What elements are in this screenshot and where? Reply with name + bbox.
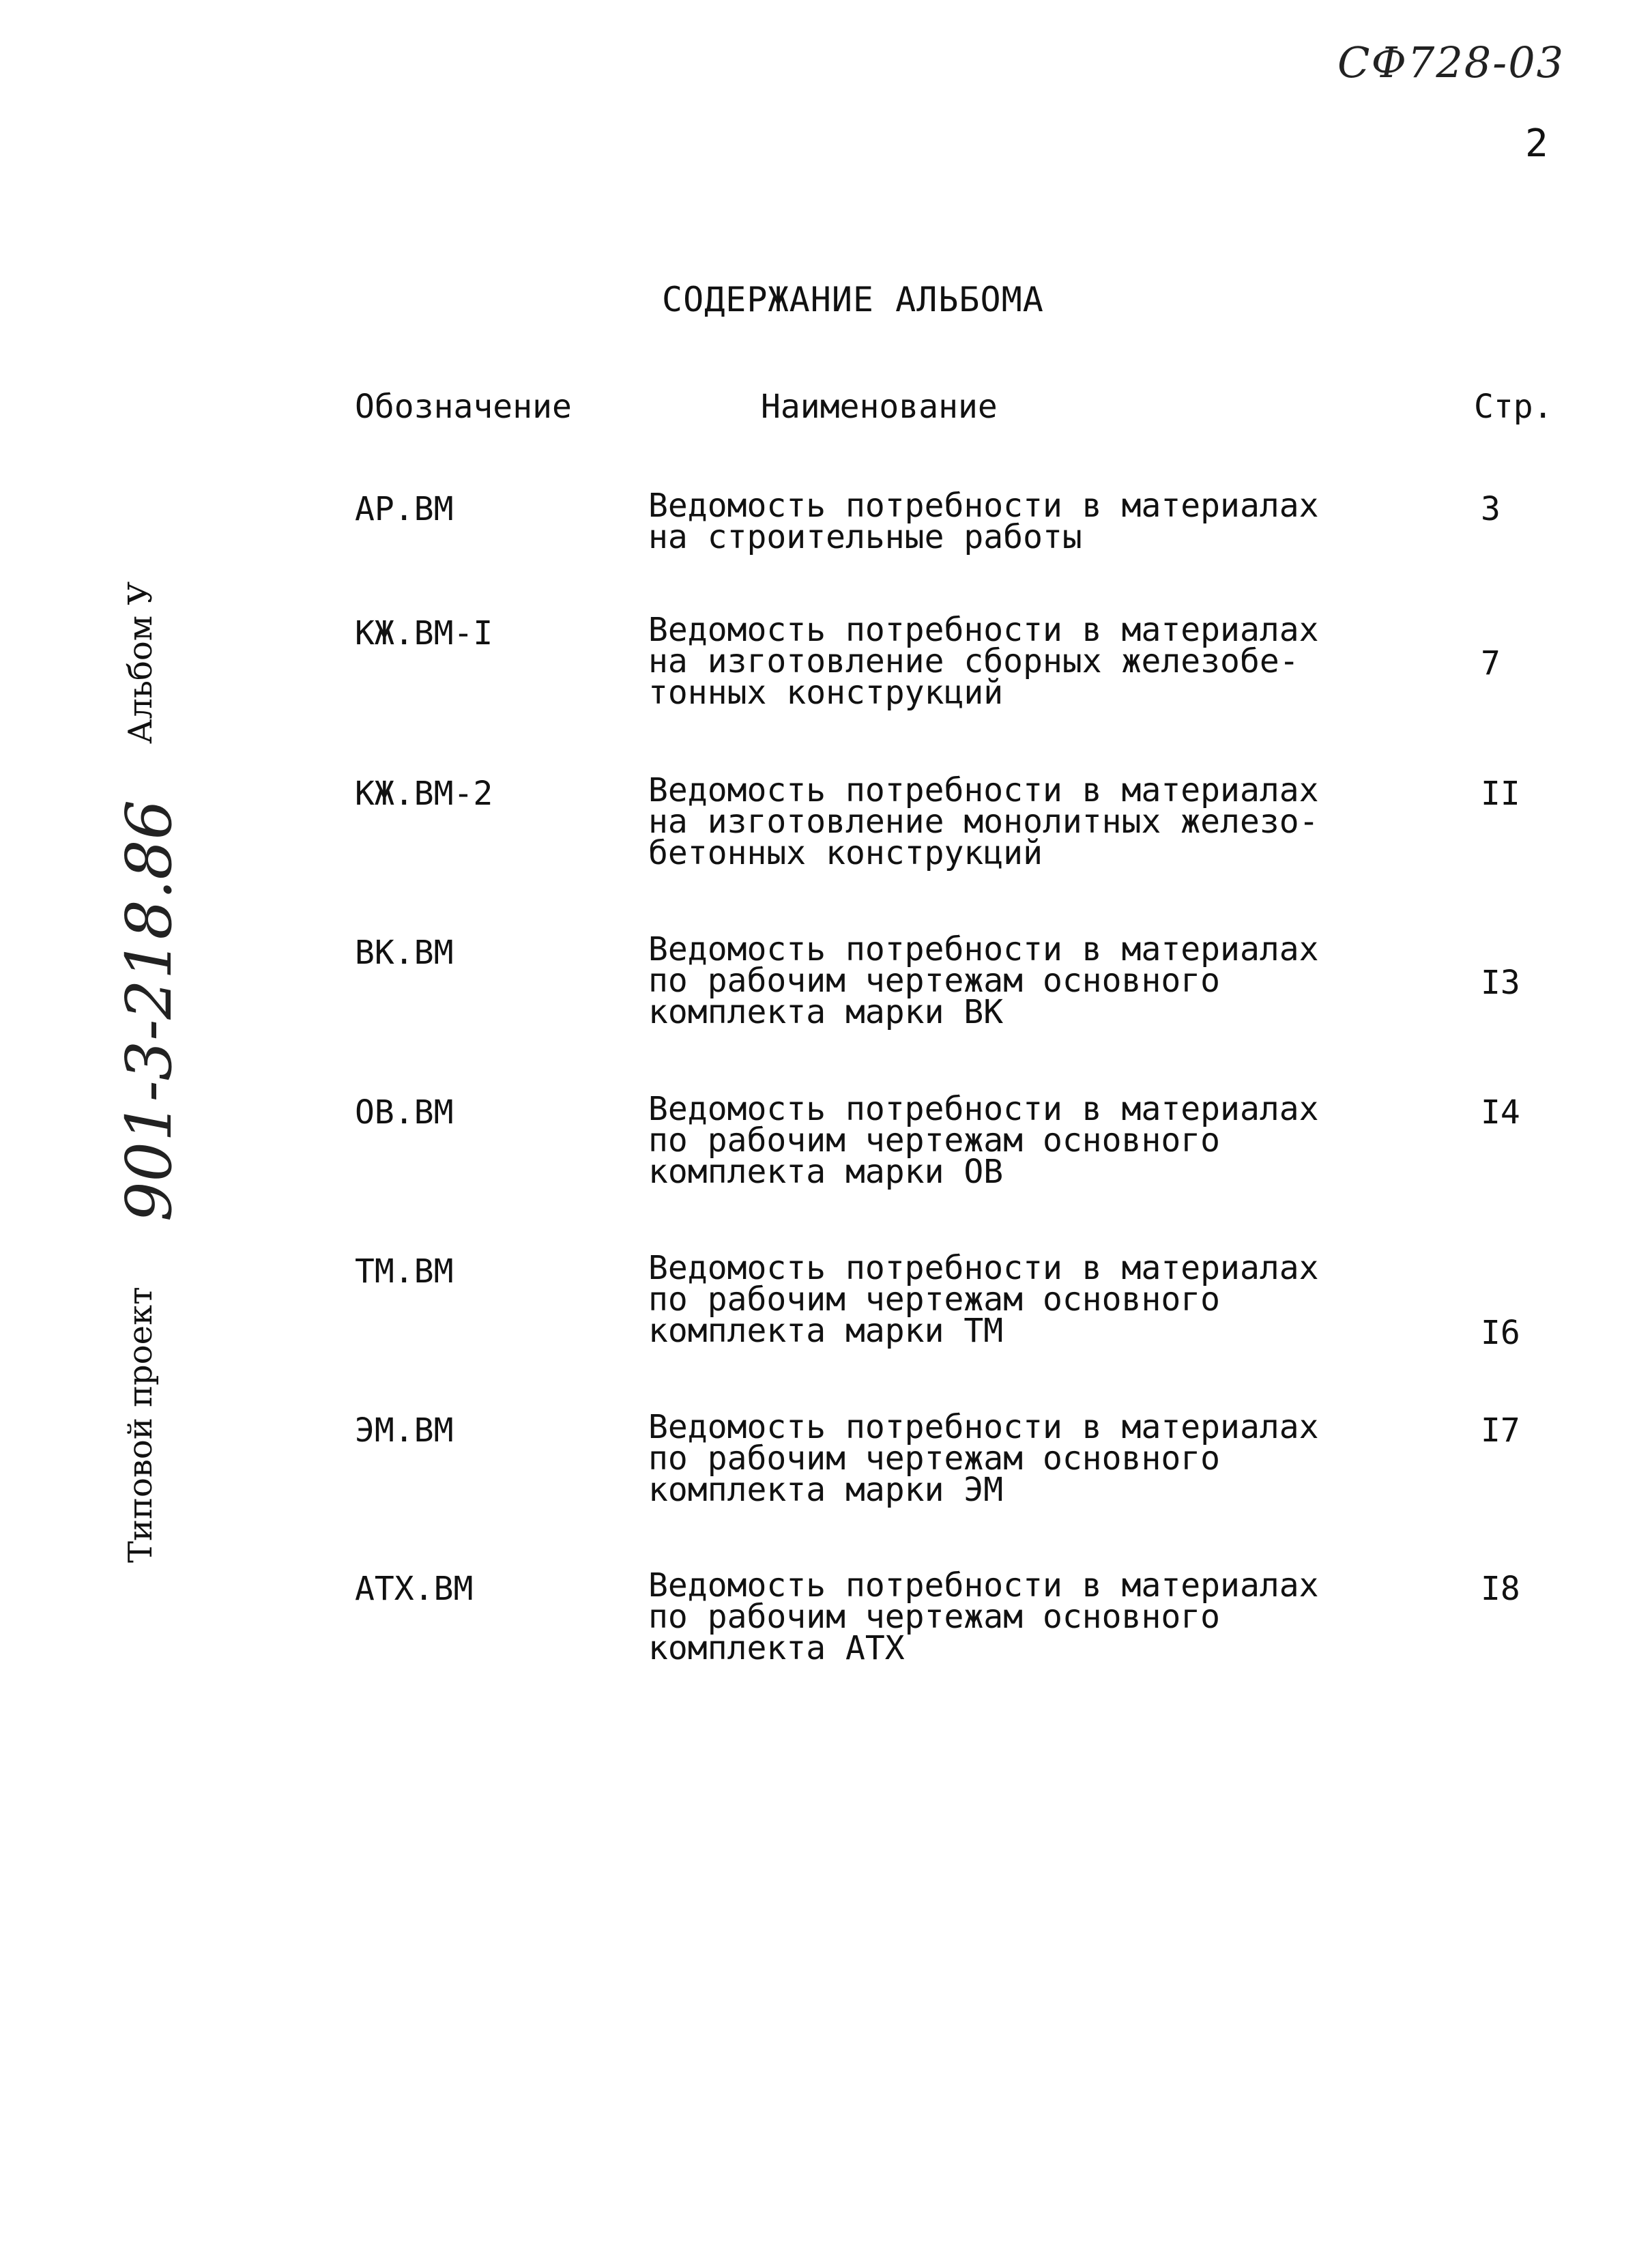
entry-page: I6 bbox=[1481, 1314, 1520, 1352]
column-header-designation: Обозначение bbox=[355, 388, 572, 426]
entry-designation: АР.ВМ bbox=[355, 490, 454, 528]
page-number: 2 bbox=[1525, 121, 1548, 166]
entry-description bbox=[648, 1408, 1385, 1509]
entry-description bbox=[648, 487, 1385, 556]
entry-designation: ВК.ВМ bbox=[355, 934, 454, 972]
entry-description bbox=[648, 1566, 1385, 1667]
column-header-page: Стр. bbox=[1474, 388, 1553, 426]
contents-entry bbox=[0, 930, 1652, 1070]
entry-description bbox=[648, 930, 1385, 1031]
entry-page: I4 bbox=[1481, 1093, 1520, 1132]
album-contents-title: СОДЕРЖАНИЕ АЛЬБОМА bbox=[662, 280, 1044, 319]
contents-entry bbox=[0, 771, 1652, 911]
entry-line: по рабочим чертежам основного bbox=[648, 962, 1221, 1000]
entry-designation: КЖ.ВМ-2 bbox=[355, 775, 493, 813]
entry-line: комплекта АТХ bbox=[648, 1629, 905, 1667]
entry-line: комплекта марки ОВ bbox=[648, 1153, 1004, 1191]
contents-entry bbox=[0, 611, 1652, 751]
entry-line: по рабочим чертежам основного bbox=[648, 1121, 1221, 1160]
entry-line: Ведомость потребности в материалах bbox=[648, 1090, 1319, 1128]
contents-entry bbox=[0, 1249, 1652, 1389]
entry-line: Ведомость потребности в материалах bbox=[648, 1566, 1319, 1605]
entry-line: по рабочим чертежам основного bbox=[648, 1439, 1221, 1478]
entry-line: Ведомость потребности в материалах bbox=[648, 1249, 1319, 1287]
entry-line: Ведомость потребности в материалах bbox=[648, 1408, 1319, 1446]
entry-line: Ведомость потребности в материалах bbox=[648, 930, 1319, 968]
contents-entry bbox=[0, 1566, 1652, 1706]
entry-line: комплекта марки ВК bbox=[648, 993, 1004, 1031]
entry-line: Ведомость потребности в материалах bbox=[648, 771, 1319, 809]
entry-line: Ведомость потребности в материалах bbox=[648, 487, 1319, 525]
project-label: Типовой проект bbox=[121, 1286, 160, 1563]
entry-line: на изготовление сборных железобе- bbox=[648, 642, 1299, 680]
contents-entry bbox=[0, 1090, 1652, 1230]
project-number: 901-3-218.86 bbox=[113, 799, 186, 1222]
entry-line: бетонных конструкций bbox=[648, 834, 1043, 872]
document-code: СФ728-03 bbox=[1337, 38, 1565, 87]
entry-description bbox=[648, 611, 1385, 712]
entry-page: I8 bbox=[1481, 1570, 1520, 1608]
entry-line: комплекта марки ТМ bbox=[648, 1312, 1004, 1350]
entry-page: II bbox=[1481, 775, 1520, 813]
column-header-name: Наименование bbox=[761, 388, 998, 426]
entry-designation: КЖ.ВМ-I bbox=[355, 614, 493, 652]
entry-page: I7 bbox=[1481, 1411, 1520, 1450]
entry-designation: ОВ.ВМ bbox=[355, 1093, 454, 1132]
entry-line: по рабочим чертежам основного bbox=[648, 1280, 1221, 1319]
entry-line: на строительные работы bbox=[648, 518, 1082, 556]
album-label: Альбом У bbox=[121, 581, 160, 744]
entry-page: I3 bbox=[1481, 964, 1520, 1002]
entry-line: комплекта марки ЭМ bbox=[648, 1471, 1004, 1509]
entry-designation: ТМ.ВМ bbox=[355, 1252, 454, 1291]
entry-description bbox=[648, 1249, 1385, 1350]
entry-line: по рабочим чертежам основного bbox=[648, 1598, 1221, 1636]
entry-line: тонных конструкций bbox=[648, 674, 1004, 712]
entry-designation: АТХ.ВМ bbox=[355, 1570, 474, 1608]
entry-description bbox=[648, 771, 1385, 872]
entry-line: Ведомость потребности в материалах bbox=[648, 611, 1319, 649]
entry-page: 3 bbox=[1481, 490, 1501, 528]
contents-entry bbox=[0, 487, 1652, 627]
entry-description bbox=[648, 1090, 1385, 1191]
entry-page: 7 bbox=[1481, 644, 1501, 682]
entry-designation: ЭМ.ВМ bbox=[355, 1411, 454, 1450]
entry-line: на изготовление монолитных железо- bbox=[648, 803, 1319, 841]
